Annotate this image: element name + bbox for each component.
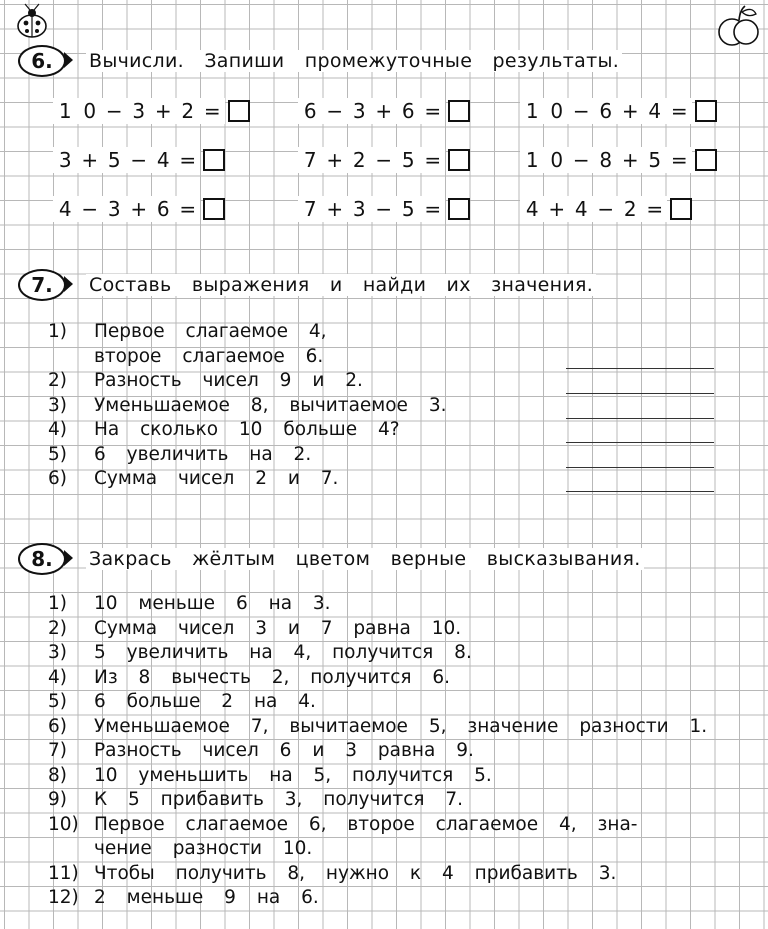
task6-title: Вычисли. Запиши промежуточные результаты. [86,50,622,72]
list-item [48,369,446,394]
expression-token: − [323,98,348,124]
expression-token: 5 [396,147,421,173]
answer-line[interactable] [566,491,714,492]
item-text: 2 меньше 9 на 6. [94,887,319,908]
expression [520,98,717,124]
expression [520,196,692,222]
list-item[interactable] [48,715,707,740]
expression-token: = [200,98,225,124]
answer-box[interactable] [448,100,470,122]
item-text: К 5 прибавить 3, получится 7. [94,789,464,810]
item-text: 10 меньше 6 на 3. [94,593,331,614]
answer-box[interactable] [448,198,470,220]
expression [520,147,717,173]
expression-token: 6 [298,98,323,124]
expression-token: = [421,147,446,173]
expression-token: = [667,98,692,124]
item-number: 4) [48,666,67,688]
task7-title: Составь выражения и найди их значения. [86,274,596,296]
item-text: Сумма чисел 2 и 7. [94,468,339,489]
item-text: Сумма чисел 3 и 7 равна 10. [94,617,462,639]
item-text: 6 увеличить на 2. [94,443,312,465]
answer-box[interactable] [448,149,470,171]
expression-token: 5 [396,196,421,222]
list-item [48,320,446,345]
item-text: Чтобы получить 8, нужно к 4 прибавить 3. [94,862,617,884]
expression-token: 2 [347,147,372,173]
expression-token: 4 [520,196,545,222]
expression [53,147,225,173]
expression [53,98,250,124]
expression-token: + [323,196,348,222]
list-item[interactable] [48,592,707,617]
item-number: 6) [48,468,67,489]
ladybug-icon [8,2,52,42]
expression-token: 3 [127,98,152,124]
item-text: второе слагаемое 6. [94,345,324,367]
list-item [48,418,446,443]
expression-token: 6 [594,98,619,124]
expression-token: 4 [151,147,176,173]
expression-token: = [643,196,668,222]
expression-token: + [372,98,397,124]
task7-header [18,268,596,302]
item-number: 10) [48,813,79,835]
answer-box[interactable] [203,149,225,171]
list-item [48,345,446,370]
expression [298,196,470,222]
item-number: 3) [48,394,67,416]
answer-box[interactable] [695,100,717,122]
item-text: 10 уменьшить на 5, получится 5. [94,764,492,786]
item-number: 5) [48,691,67,712]
item-number: 8) [48,764,67,786]
expression-token: + [618,147,643,173]
expression-token: − [372,196,397,222]
task7-list [48,320,446,492]
item-number: 11) [48,862,79,884]
expression-token: 3 [102,196,127,222]
task8-header [18,542,644,576]
expression-token: = [176,147,201,173]
list-item[interactable] [48,862,707,887]
item-number: 1) [48,321,67,342]
expression-token: − [594,196,619,222]
list-item [48,394,446,419]
item-text: 6 больше 2 на 4. [94,691,316,712]
item-text: 5 увеличить на 4, получится 8. [94,642,472,663]
item-text: Разность чисел 6 и 3 равна 9. [94,740,474,761]
apple-icon [712,2,764,50]
list-item[interactable] [48,690,707,715]
list-item [48,467,446,492]
expression-token: 4 [569,196,594,222]
item-text: чение разности 10. [94,838,313,859]
expression-token: − [569,147,594,173]
task8-list [48,592,707,911]
expression-token: + [78,147,103,173]
expression-token: 5 [643,147,668,173]
expression-token: 1 [520,147,545,173]
expression-token: 7 [298,147,323,173]
answer-box[interactable] [203,198,225,220]
item-number: 9) [48,789,67,810]
expression-token: + [545,196,570,222]
task6-header [18,44,622,78]
item-text: Разность чисел 9 и 2. [94,370,363,391]
item-number: 1) [48,593,67,614]
item-text: Уменьшаемое 7, вычитаемое 5, значение разности 1. [94,715,708,737]
list-item[interactable] [48,837,707,862]
expression-token: − [569,98,594,124]
expression [298,147,470,173]
answer-line[interactable] [566,393,714,394]
list-item[interactable] [48,788,707,813]
answer-line[interactable] [566,368,714,369]
expression-token: 8 [594,147,619,173]
item-text: Первое слагаемое 4, [94,321,327,342]
expression-token: = [421,98,446,124]
expression-token: 4 [53,196,78,222]
expression-token: + [618,98,643,124]
list-item[interactable] [48,886,707,911]
list-item [48,443,446,468]
item-text: Уменьшаемое 8, вычитаемое 3. [94,394,447,416]
list-item[interactable] [48,641,707,666]
list-item[interactable] [48,739,707,764]
expression-token: 3 [53,147,78,173]
answer-line[interactable] [566,418,714,419]
list-item[interactable] [48,617,707,642]
task-number-badge: 7. [18,269,66,301]
expression-token: 4 [643,98,668,124]
expression-token: = [176,196,201,222]
expression-token: 6 [151,196,176,222]
expression-token: 0 [545,98,570,124]
expression-token: 2 [618,196,643,222]
expression-token: 0 [78,98,103,124]
answer-line[interactable] [566,467,714,468]
item-number: 7) [48,740,67,761]
list-item[interactable] [48,813,707,838]
expression-token: + [323,147,348,173]
item-number: 2) [48,617,67,639]
expression-token: − [372,147,397,173]
answer-box[interactable] [670,198,692,220]
expression [298,98,470,124]
item-number: 6) [48,715,67,737]
expression-token: 3 [347,98,372,124]
item-number: 12) [48,887,79,908]
answer-line[interactable] [566,442,714,443]
expression [53,196,225,222]
item-text: Первое слагаемое 6, второе слагаемое 4, зна- [94,813,638,835]
expression-token: 1 [53,98,78,124]
expression-token: + [151,98,176,124]
item-text: На сколько 10 больше 4? [94,419,400,440]
expression-token: + [127,196,152,222]
expression-token: 5 [102,147,127,173]
expression-token: 1 [520,98,545,124]
task-number-badge: 8. [18,543,66,575]
expression-token: − [127,147,152,173]
answer-box[interactable] [228,100,250,122]
task-number-badge: 6. [18,45,66,77]
item-number: 5) [48,443,67,465]
expression-token: 3 [347,196,372,222]
list-item[interactable] [48,764,707,789]
expression-token: − [78,196,103,222]
item-text: Из 8 вычесть 2, получится 6. [94,666,451,688]
expression-token: = [667,147,692,173]
expression-token: 0 [545,147,570,173]
expression-token: 6 [396,98,421,124]
item-number: 4) [48,419,67,440]
item-number: 2) [48,370,67,391]
expression-token: = [421,196,446,222]
expression-token: 2 [176,98,201,124]
item-number: 3) [48,642,67,663]
answer-box[interactable] [695,149,717,171]
list-item[interactable] [48,666,707,691]
expression-token: 7 [298,196,323,222]
task8-title: Закрась жёлтым цветом верные высказывания. [86,548,644,570]
expression-token: − [102,98,127,124]
